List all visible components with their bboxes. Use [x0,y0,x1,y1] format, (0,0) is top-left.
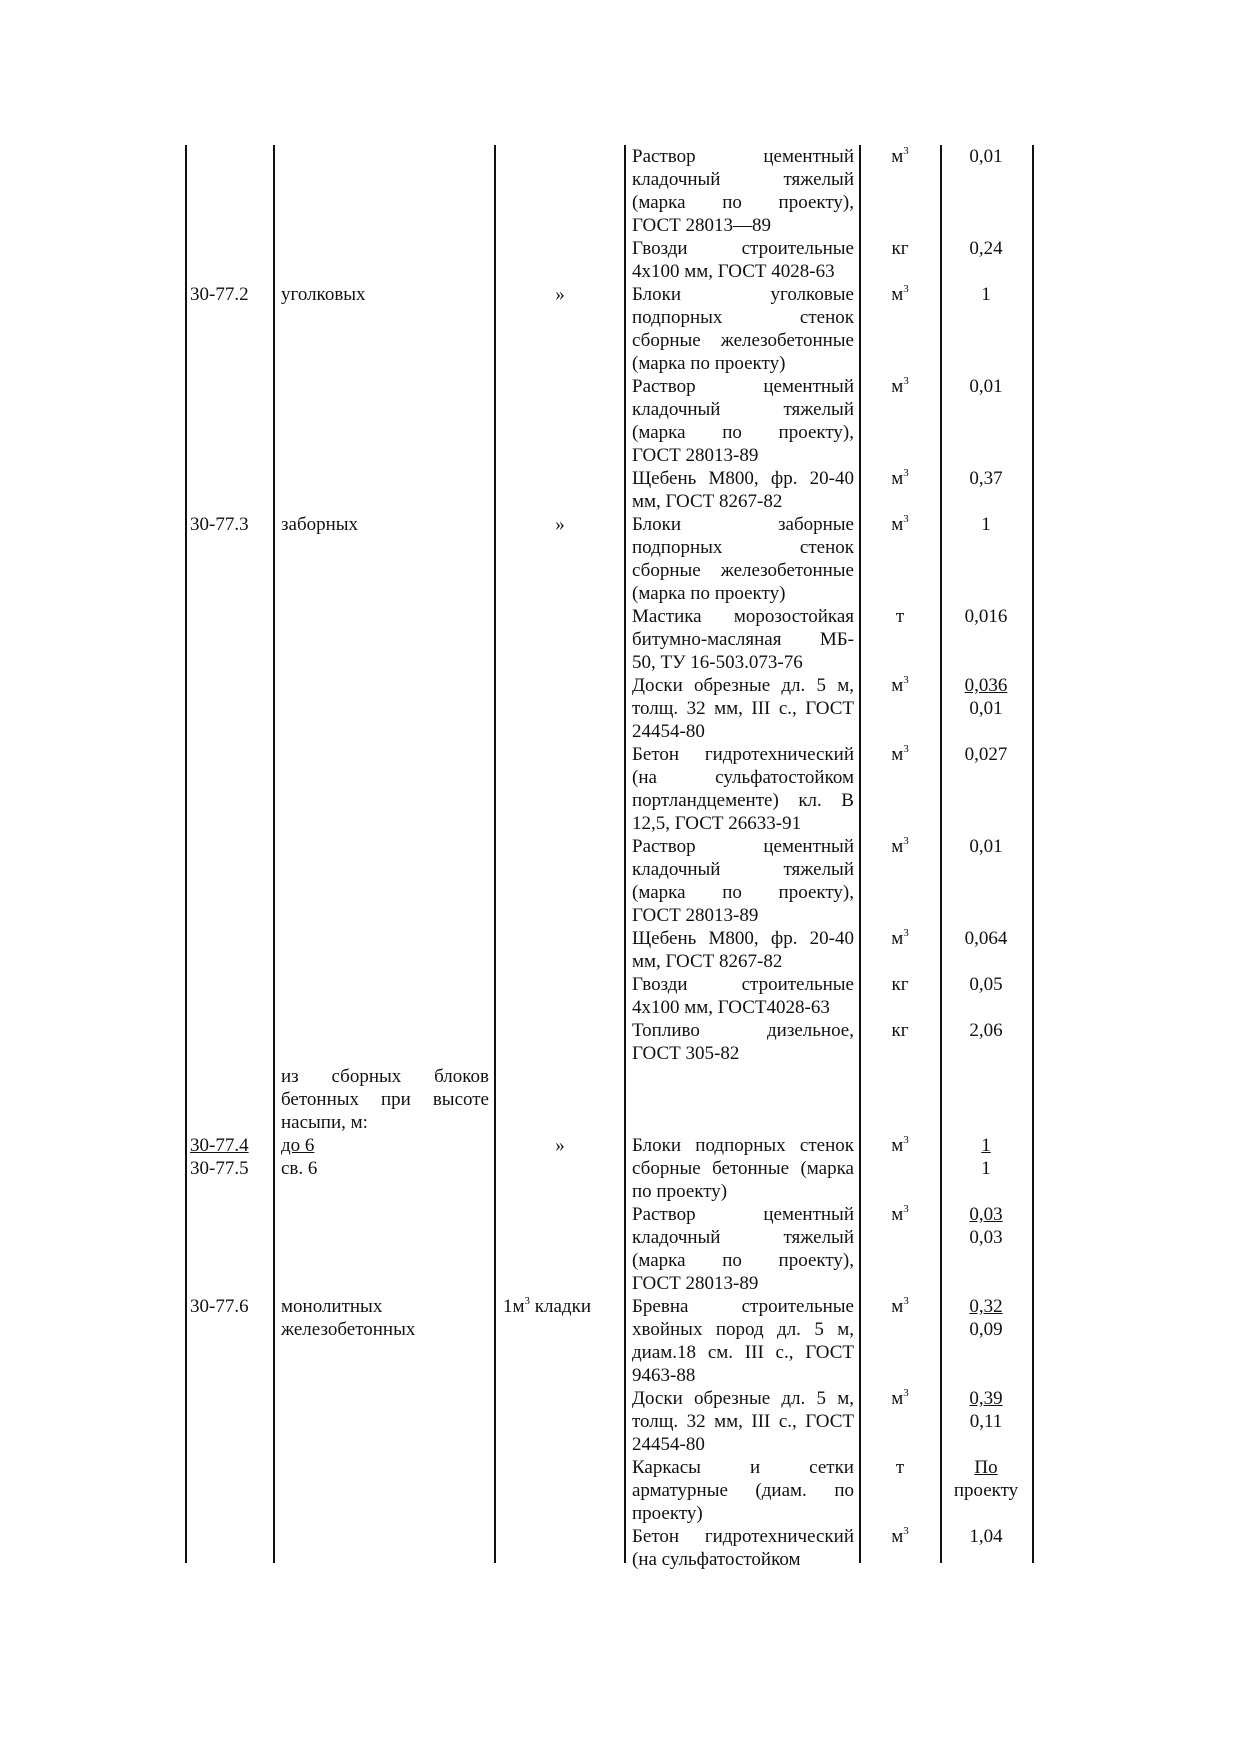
material-line: Блоки заборные [632,514,854,535]
material-line: толщ. 32 мм, III с., ГОСТ [632,698,854,719]
row-name-line: насыпи, м: [281,1112,368,1133]
material-value: 0,01 [969,376,1003,397]
material-line: 50, ТУ 16-503.073-76 [632,652,803,673]
material-line: битумно-масляная МБ- [632,629,854,650]
material-line: Бревна строительные [632,1296,854,1317]
material-value: 1 [981,1135,991,1156]
material-value: 2,06 [969,1020,1003,1041]
unit-cell: $м^3$ [891,282,909,305]
material-value: 0,03 [969,1227,1003,1248]
material-line: портландцементе) кл. В [632,790,854,811]
material-value: 1 [981,1158,991,1179]
unit-cell: кг [891,238,909,259]
material-line: ГОСТ 28013-89 [632,445,759,466]
unit-cell: $м^3$ [891,1524,909,1547]
material-value: 0,036 [964,675,1008,696]
material-line: ГОСТ 305-82 [632,1043,740,1064]
row-name: заборных [281,514,359,535]
unit-cell: $м^3$ [891,466,909,489]
material-value: 1,04 [969,1526,1003,1547]
unit-cell: $м^3$ [891,144,909,167]
material-value: 0,027 [964,744,1008,765]
material-value: 0,064 [964,928,1008,949]
material-line: Блоки уголковые [632,284,854,305]
material-line: Раствор цементный [632,836,854,857]
material-line: 9463-88 [632,1365,696,1386]
material-line: Гвозди строительные [632,974,854,995]
material-value: 0,01 [969,836,1003,857]
material-line: 12,5, ГОСТ 26633-91 [632,813,802,834]
material-line: (марка по проекту), [632,882,854,903]
row-code: 30-77.3 [190,514,249,535]
material-line: (на сульфатостойком [632,767,854,788]
material-value: проекту [953,1480,1019,1501]
material-line: (марка по проекту) [632,583,786,604]
row-unit: » [555,1135,565,1156]
material-line: кладочный тяжелый [632,859,854,880]
material-value: 0,24 [969,238,1003,259]
material-line: Топливо дизельное, [632,1020,854,1041]
unit-cell: $м^3$ [891,834,909,857]
unit-cell: кг [891,1020,909,1041]
material-line: сборные бетонные (марка [632,1158,854,1179]
material-value: 0,32 [969,1296,1003,1317]
material-line: Щебень М800, фр. 20-40 [632,928,854,949]
material-line: сборные железобетонные [632,560,854,581]
material-line: (марка по проекту), [632,1250,854,1271]
row-name-line: из сборных блоков [281,1066,489,1087]
material-line: Раствор цементный [632,1204,854,1225]
material-line: (марка по проекту), [632,422,854,443]
unit-cell: т [895,1457,905,1478]
material-line: сборные железобетонные [632,330,854,351]
material-line: Раствор цементный [632,376,854,397]
row-code: 30-77.4 [190,1135,249,1156]
material-value: 0,03 [969,1204,1003,1225]
material-line: кладочный тяжелый [632,399,854,420]
material-value: 0,37 [969,468,1003,489]
material-value: 0,05 [969,974,1003,995]
material-line: мм, ГОСТ 8267-82 [632,491,783,512]
unit-cell: $м^3$ [891,374,909,397]
unit-cell: $м^3$ [891,742,909,765]
material-line: 24454-80 [632,721,705,742]
material-value: По [974,1457,998,1478]
material-line: Гвозди строительные [632,238,854,259]
material-line: подпорных стенок [632,307,854,328]
material-line: Бетон гидротехнический [632,744,854,765]
unit-cell: $м^3$ [891,1294,909,1317]
material-line: ГОСТ 28013—89 [632,215,771,236]
row-name-line: монолитных [281,1296,383,1317]
column-divider [185,145,187,1563]
material-value: 1 [981,284,991,305]
material-line: 24454-80 [632,1434,705,1455]
column-divider [494,145,496,1563]
unit-cell: т [895,606,905,627]
unit-cell: $м^3$ [891,1386,909,1409]
row-unit: » [555,284,565,305]
material-line: Доски обрезные дл. 5 м, [632,675,854,696]
material-line: диам.18 см. III с., ГОСТ [632,1342,854,1363]
material-line: арматурные (диам. по [632,1480,854,1501]
unit-cell: $м^3$ [891,512,909,535]
material-line: Бетон гидротехнический [632,1526,854,1547]
material-line: кладочный тяжелый [632,169,854,190]
material-line: Каркасы и сетки [632,1457,854,1478]
row-code: 30-77.2 [190,284,249,305]
material-line: 4x100 мм, ГОСТ4028-63 [632,997,830,1018]
material-line: Раствор цементный [632,146,854,167]
material-line: (на сульфатостойком [632,1549,801,1570]
column-divider [1032,145,1034,1563]
material-line: Блоки подпорных стенок [632,1135,854,1156]
material-value: 0,016 [964,606,1008,627]
material-line: 4x100 мм, ГОСТ 4028-63 [632,261,835,282]
material-line: (марка по проекту) [632,353,786,374]
unit-cell: $м^3$ [891,1202,909,1225]
row-code: 30-77.5 [190,1158,249,1179]
material-value: 0,01 [969,146,1003,167]
material-value: 0,01 [969,698,1003,719]
material-line: толщ. 32 мм, III с., ГОСТ [632,1411,854,1432]
unit-cell: $м^3$ [891,673,909,696]
column-divider [624,145,626,1563]
row-name-line: бетонных при высоте [281,1089,489,1110]
material-value: 1 [981,514,991,535]
material-line: ГОСТ 28013-89 [632,1273,759,1294]
row-unit: » [555,514,565,535]
unit-cell: кг [891,974,909,995]
row-unit: $1м^3$ кладки [503,1294,591,1317]
material-line: (марка по проекту), [632,192,854,213]
column-divider [273,145,275,1563]
unit-cell: $м^3$ [891,926,909,949]
row-name: св. 6 [281,1158,318,1179]
unit-cell: $м^3$ [891,1133,909,1156]
material-line: проекту) [632,1503,703,1524]
row-code: 30-77.6 [190,1296,249,1317]
row-name-line: железобетонных [281,1319,416,1340]
material-line: кладочный тяжелый [632,1227,854,1248]
row-name: уголковых [281,284,366,305]
material-value: 0,39 [969,1388,1003,1409]
material-line: по проекту) [632,1181,728,1202]
material-line: Мастика морозостойкая [632,606,854,627]
material-line: Щебень М800, фр. 20-40 [632,468,854,489]
material-line: Доски обрезные дл. 5 м, [632,1388,854,1409]
material-value: 0,11 [969,1411,1003,1432]
material-line: мм, ГОСТ 8267-82 [632,951,783,972]
material-line: хвойных пород дл. 5 м, [632,1319,854,1340]
norms-table [185,144,1035,1570]
material-line: подпорных стенок [632,537,854,558]
row-name: до 6 [281,1135,315,1156]
material-line: ГОСТ 28013-89 [632,905,759,926]
material-value: 0,09 [969,1319,1003,1340]
